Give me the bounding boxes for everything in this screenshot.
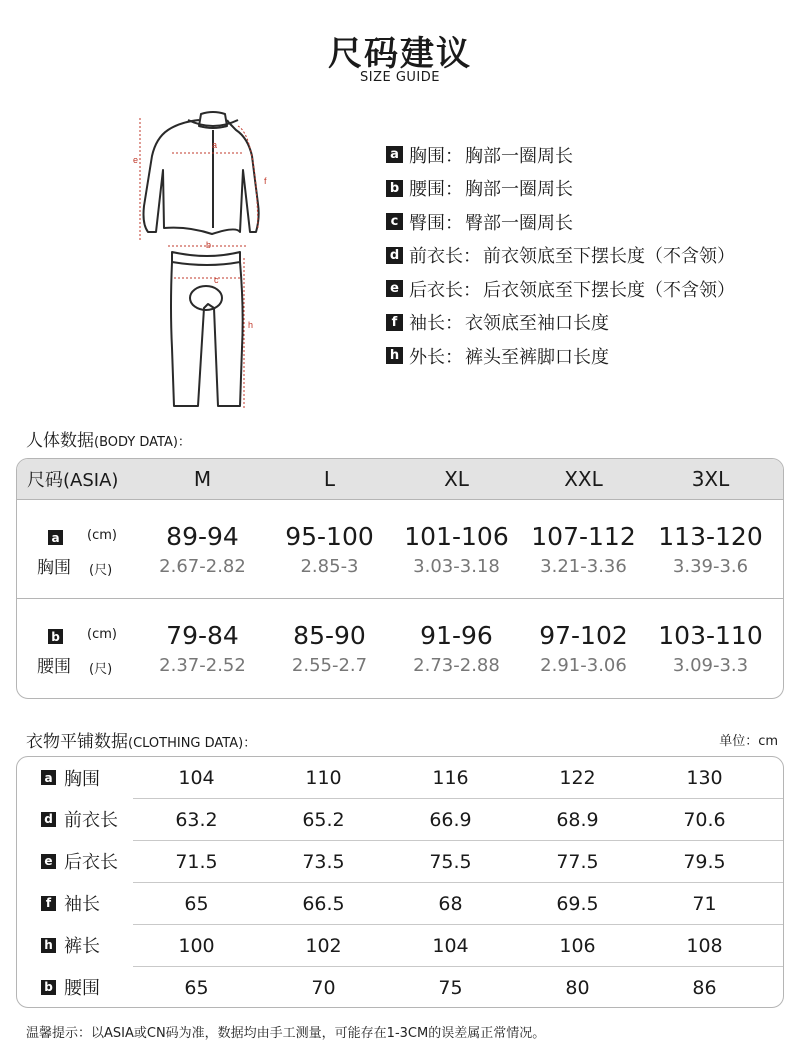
legend-item xyxy=(386,172,735,206)
cm-value: 79-84 xyxy=(166,621,239,650)
table-cell: 75 xyxy=(438,976,463,999)
table-cell: 70 xyxy=(311,976,336,999)
measurement-legend xyxy=(386,138,735,373)
legend-name: 袖长： xyxy=(409,313,463,335)
table-cell: 77.5 xyxy=(556,850,599,873)
table-cell: 70.6 xyxy=(683,808,726,831)
key-badge: d xyxy=(386,247,403,264)
size-col: 3XL xyxy=(691,467,730,491)
row-name: 裤长 xyxy=(64,936,100,957)
table-header xyxy=(17,459,783,500)
size-col: L xyxy=(323,467,336,491)
key-badge: h xyxy=(41,938,56,953)
table-cell: 110 xyxy=(305,766,342,789)
measure-lines-bottom xyxy=(174,258,244,408)
chi-value: 2.73-2.88 xyxy=(413,655,500,676)
legend-desc: 胸部一圈周长 xyxy=(465,179,573,201)
table-cell: 75.5 xyxy=(429,850,472,873)
legend-name: 外长： xyxy=(409,346,463,368)
jersey-outline xyxy=(144,112,259,234)
chi-value: 2.67-2.82 xyxy=(159,555,246,577)
row-label xyxy=(17,798,133,840)
label-c: c xyxy=(214,275,219,285)
table-cell: 86 xyxy=(692,976,717,999)
legend-desc: 臀部一圈周长 xyxy=(465,212,573,234)
page-title: 尺码建议 xyxy=(328,34,472,74)
unit-cm: (cm) xyxy=(87,528,117,543)
pants-outline xyxy=(171,252,243,406)
size-header: 尺码(ASIA) xyxy=(27,470,119,491)
table-cell xyxy=(266,522,393,577)
legend-desc: 衣领底至袖口长度 xyxy=(465,313,609,335)
key-badge: e xyxy=(386,280,403,297)
footer-note: 温馨提示：以ASIA或CN码为准，数据均由手工测量，可能存在1-3CM的误差属正常情况。 xyxy=(26,1026,546,1041)
table-cell xyxy=(139,522,266,577)
label-f: f xyxy=(264,176,267,186)
chi-value: 2.85-3 xyxy=(300,555,359,577)
row-name: 腰围 xyxy=(64,978,100,999)
row-name: 后衣长 xyxy=(64,852,118,873)
row-name: 腰围 xyxy=(37,657,71,677)
table-row xyxy=(17,757,783,798)
row-name: 胸围 xyxy=(37,558,71,578)
table-cell: 80 xyxy=(565,976,590,999)
key-badge: a xyxy=(48,530,63,545)
legend-name: 臀围： xyxy=(409,212,463,234)
table-cell: 65 xyxy=(184,976,209,999)
clothing-data-heading xyxy=(26,727,256,752)
key-badge: a xyxy=(41,770,56,785)
legend-item xyxy=(386,205,735,239)
chi-value: 2.55-2.7 xyxy=(291,655,368,676)
key-badge: f xyxy=(41,896,56,911)
table-cell xyxy=(139,621,266,676)
cm-value: 95-100 xyxy=(285,521,374,551)
legend-name: 胸围： xyxy=(409,145,463,167)
legend-name: 前衣长： xyxy=(409,246,481,268)
garment-illustration xyxy=(128,108,288,413)
cm-value: 91-96 xyxy=(420,621,493,650)
row-label xyxy=(17,500,139,598)
size-col: M xyxy=(193,467,212,491)
table-cell: 63.2 xyxy=(175,808,218,831)
body-data-label: 人体数据 xyxy=(26,431,94,451)
table-cell: 71.5 xyxy=(175,850,218,873)
key-badge: e xyxy=(41,854,56,869)
row-label xyxy=(17,966,133,1008)
table-cell xyxy=(393,621,520,676)
page-subtitle: SIZE GUIDE xyxy=(360,70,440,85)
key-badge: f xyxy=(386,314,403,331)
row-label xyxy=(17,599,139,698)
table-cell: 79.5 xyxy=(683,850,726,873)
table-row xyxy=(17,798,783,840)
clothing-data-label-en: (CLOTHING DATA)： xyxy=(128,736,257,751)
chi-value: 3.39-3.6 xyxy=(672,555,749,577)
unit-chi: (尺) xyxy=(89,662,113,677)
table-cell: 116 xyxy=(432,766,469,789)
table-cell: 71 xyxy=(692,892,717,915)
table-cell: 66.5 xyxy=(302,892,345,915)
table-cell: 122 xyxy=(559,766,596,789)
cm-value: 101-106 xyxy=(404,521,509,551)
table-cell: 104 xyxy=(178,766,215,789)
cm-value: 97-102 xyxy=(539,621,628,650)
key-badge: b xyxy=(386,180,403,197)
cm-value: 113-120 xyxy=(658,521,763,551)
size-col: XXL xyxy=(564,467,603,491)
row-label xyxy=(17,840,133,882)
table-cell: 68.9 xyxy=(556,808,599,831)
label-a: a xyxy=(212,140,218,150)
unit-chi: (尺) xyxy=(89,563,113,578)
table-cell: 73.5 xyxy=(302,850,345,873)
table-row xyxy=(17,882,783,924)
chi-value: 3.21-3.36 xyxy=(540,555,627,577)
size-col: XL xyxy=(444,467,469,491)
table-cell xyxy=(647,621,774,676)
unit-cm: (cm) xyxy=(87,627,117,642)
legend-name: 后衣长： xyxy=(409,279,481,301)
body-data-heading xyxy=(26,426,191,451)
label-h: h xyxy=(248,320,254,330)
table-cell: 68 xyxy=(438,892,463,915)
body-data-label-en: (BODY DATA)： xyxy=(94,435,191,450)
chi-value: 3.03-3.18 xyxy=(413,555,500,577)
key-badge: b xyxy=(48,629,63,644)
legend-desc: 前衣领底至下摆长度（不含领） xyxy=(483,246,735,268)
legend-item xyxy=(386,272,735,306)
table-cell xyxy=(393,522,520,577)
chi-value: 2.37-2.52 xyxy=(159,655,246,676)
legend-item xyxy=(386,138,735,172)
table-cell: 130 xyxy=(686,766,723,789)
legend-desc: 胸部一圈周长 xyxy=(465,145,573,167)
row-name: 袖长 xyxy=(64,894,100,915)
label-b: b xyxy=(206,240,212,250)
table-cell: 106 xyxy=(559,934,596,957)
table-row xyxy=(17,598,783,698)
legend-desc: 后衣领底至下摆长度（不含领） xyxy=(483,279,735,301)
row-name: 前衣长 xyxy=(64,810,118,831)
row-label xyxy=(17,757,133,798)
table-cell: 65 xyxy=(184,892,209,915)
table-cell: 102 xyxy=(305,934,342,957)
cm-value: 85-90 xyxy=(293,621,366,650)
table-cell xyxy=(520,522,647,577)
table-row xyxy=(17,924,783,966)
clothing-data-label: 衣物平铺数据 xyxy=(26,732,128,752)
legend-item xyxy=(386,339,735,373)
cm-value: 103-110 xyxy=(658,621,763,650)
key-badge: d xyxy=(41,812,56,827)
chi-value: 3.09-3.3 xyxy=(672,655,749,676)
legend-item xyxy=(386,306,735,340)
row-label xyxy=(17,882,133,924)
key-badge: b xyxy=(41,980,56,995)
cm-value: 89-94 xyxy=(166,521,239,551)
row-label xyxy=(17,924,133,966)
table-row xyxy=(17,840,783,882)
table-cell: 104 xyxy=(432,934,469,957)
row-name: 胸围 xyxy=(64,768,100,790)
body-data-table xyxy=(16,458,784,699)
table-cell xyxy=(266,621,393,676)
table-cell: 69.5 xyxy=(556,892,599,915)
table-row xyxy=(17,966,783,1008)
unit-label: 单位：cm xyxy=(719,734,778,749)
table-cell: 66.9 xyxy=(429,808,472,831)
clothing-data-table xyxy=(16,756,784,1008)
key-badge: c xyxy=(386,213,403,230)
table-row xyxy=(17,500,783,598)
cm-value: 107-112 xyxy=(531,521,636,551)
legend-desc: 裤头至裤脚口长度 xyxy=(465,346,609,368)
table-cell xyxy=(520,621,647,676)
legend-item xyxy=(386,239,735,273)
table-cell: 65.2 xyxy=(302,808,345,831)
label-e: e xyxy=(133,155,139,165)
table-cell xyxy=(647,522,774,577)
key-badge: h xyxy=(386,347,403,364)
table-cell: 108 xyxy=(686,934,723,957)
legend-name: 腰围： xyxy=(409,179,463,201)
table-cell: 100 xyxy=(178,934,215,957)
chi-value: 2.91-3.06 xyxy=(540,655,627,676)
key-badge: a xyxy=(386,146,403,163)
